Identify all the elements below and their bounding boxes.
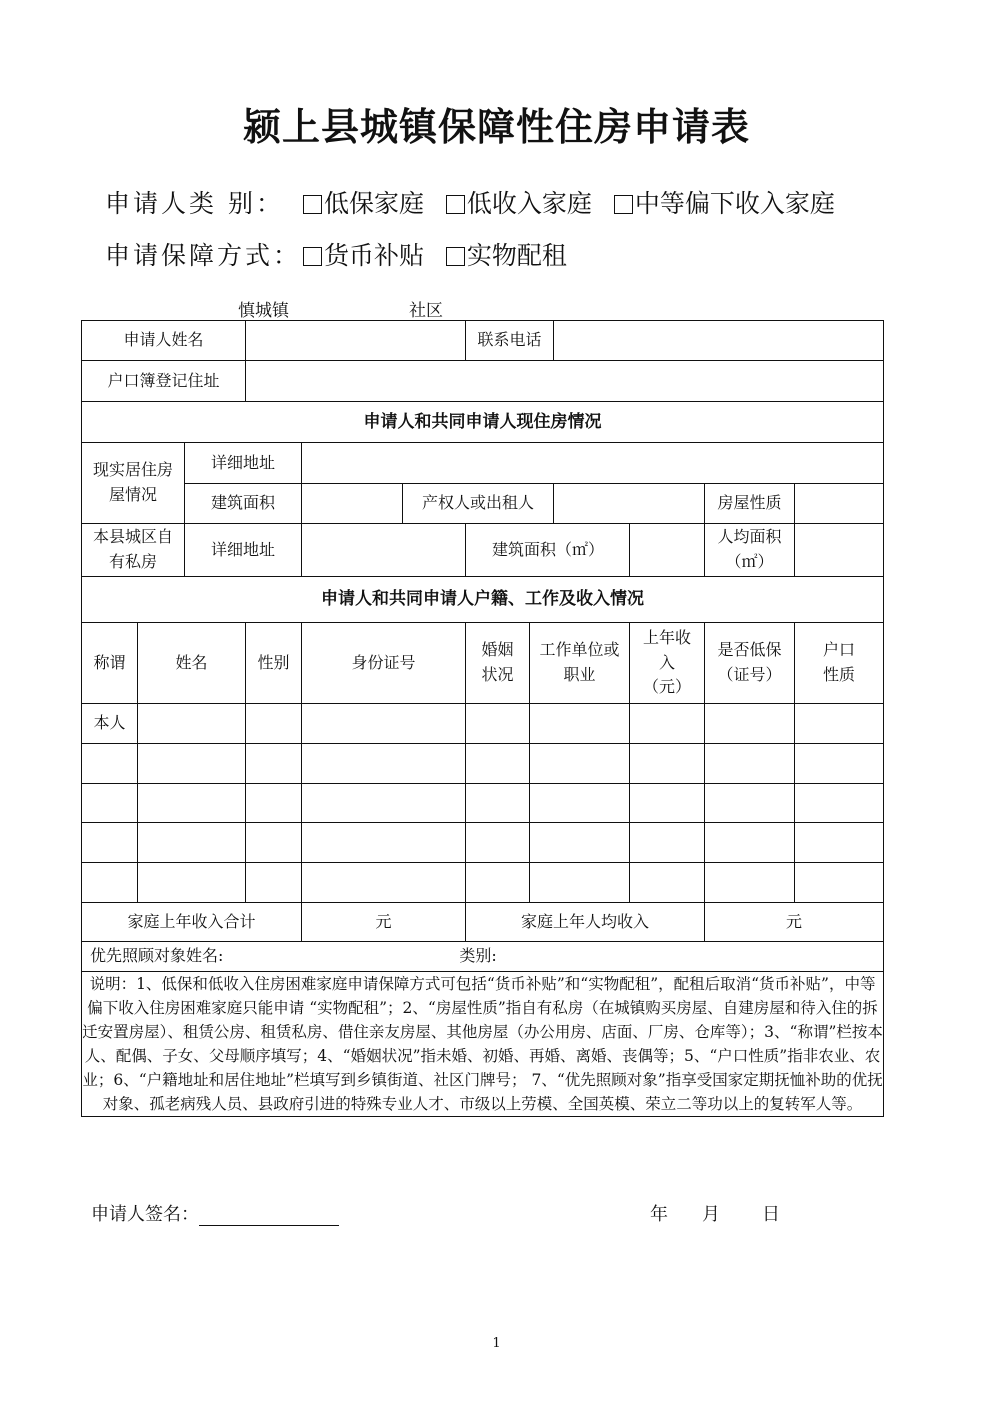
cell-input[interactable] [138,704,246,744]
family-income-per-capita-field[interactable] [705,903,884,942]
date-line [650,1200,780,1226]
yuan-unit: 元 [375,911,392,931]
family-income-total-label: 家庭上年收入合计 [82,903,302,942]
col-gender: 性别 [246,623,302,704]
hukou-address-label: 户口簿登记住址 [82,361,246,402]
checkbox-icon[interactable] [446,247,465,266]
cell-input[interactable] [705,823,795,863]
col-income: 上年收入（元） [630,623,705,704]
cell-input[interactable] [302,784,466,823]
option-low-income[interactable]: 低收入家庭 [446,184,592,220]
cell-input[interactable] [302,744,466,784]
table-row [82,903,884,942]
cell-input[interactable] [630,863,705,903]
cell-input[interactable] [246,784,302,823]
current-housing-label: 现实居住房屋情况 [82,443,185,524]
detail-address-field[interactable] [302,443,884,484]
house-nature-field[interactable] [795,484,884,524]
col-dibao: 是否低保（证号） [705,623,795,704]
col-hukou: 户口性质 [795,623,884,704]
cell-input[interactable] [246,823,302,863]
cell-input[interactable] [138,863,246,903]
cell-input[interactable] [82,744,138,784]
family-income-per-capita-label: 家庭上年人均收入 [466,903,705,942]
private-area-label: 建筑面积（㎡） [466,524,630,577]
notes-text: 说明：1、低保和低收入住房困难家庭申请保障方式可包括“货币补贴”和“实物配租”，配租后取消“货币补贴”，中等偏下收入住房困难家庭只能申请 “实物配租”；2、“房屋性质”指自有私房（在城镇购买房屋、自建房屋和待入住的拆迁安置房屋）、租赁公房、租赁私房、借住亲友房屋、其他房屋（办公用房、店面、厂房、仓库等）；3、“称谓”栏按本人、配偶、子女、父母顺序填写；4、“婚姻状况”指未婚、初婚、再婚、离婚、丧偶等；5、“户口性质”指非农业、农业；6、“户籍地址和居住地址”栏填写到乡镇街道、社区门牌号； 7、“优先照顾对象”指享受国家定期抚恤补助的优抚对象、孤老病残人员、县政府引进的特殊专业人才、市级以上劳模、全国英模、荣立二等功以上的复转军人等。 [82,972,884,1117]
cell-input[interactable] [630,784,705,823]
table-row [82,361,884,402]
cell-input[interactable] [246,704,302,744]
table-row [82,704,884,744]
signature-label: 申请人签名： [91,1204,199,1225]
town-label: 慎城镇 [238,301,289,321]
section-housing-heading: 申请人和共同申请人现住房情况 [82,402,884,443]
table-row [82,524,884,577]
priority-row[interactable] [82,942,884,972]
cell-input[interactable] [530,863,630,903]
building-area-label: 建筑面积 [185,484,302,524]
cell-input[interactable] [795,823,884,863]
cell-input[interactable] [466,784,530,823]
application-table [81,320,884,1117]
building-area-field[interactable] [302,484,403,524]
support-method-row [105,236,581,272]
per-capita-area-label: 人均面积（㎡） [705,524,795,577]
cell-input[interactable] [795,704,884,744]
option-physical-rent[interactable]: 实物配租 [446,236,567,272]
phone-label: 联系电话 [466,321,554,361]
applicant-name-field[interactable] [246,321,466,361]
date-day: 日 [762,1204,780,1225]
applicant-category-label: 申请人类 别： [105,189,284,218]
cell-input[interactable] [705,704,795,744]
table-row [82,484,884,524]
table-row [82,863,884,903]
house-nature-label: 房屋性质 [705,484,795,524]
cell-input[interactable] [795,863,884,903]
col-marital: 婚姻状况 [466,623,530,704]
priority-name-label: 优先照顾对象姓名: [90,946,224,966]
table-row [82,784,884,823]
table-row [82,577,884,623]
date-year: 年 [650,1204,668,1225]
table-row [82,443,884,484]
signature-blank[interactable] [199,1205,339,1226]
col-id: 身份证号 [302,623,466,704]
own-private-house-label: 本县城区自有私房 [82,524,185,577]
checkbox-icon[interactable] [446,195,465,214]
community-label: 社区 [409,301,443,321]
page-number: 1 [492,1336,501,1351]
yuan-unit: 元 [786,911,803,931]
cell-input[interactable] [466,823,530,863]
priority-category-label: 类别: [459,946,497,966]
table-row [82,623,884,704]
cell-input[interactable] [138,744,246,784]
signature-line [91,1200,339,1226]
private-address-label: 详细地址 [185,524,302,577]
cell-input[interactable] [530,823,630,863]
section-income-heading: 申请人和共同申请人户籍、工作及收入情况 [82,577,884,623]
cell-input[interactable] [705,744,795,784]
cell-input[interactable] [795,784,884,823]
applicant-category-row [105,184,849,220]
table-row [82,402,884,443]
table-row [82,321,884,361]
cell-input[interactable] [705,784,795,823]
table-row [82,972,884,1117]
community-blank[interactable] [289,304,409,321]
table-row [82,744,884,784]
cell-input[interactable] [82,784,138,823]
col-relation: 称谓 [82,623,138,704]
col-work: 工作单位或职业 [530,623,630,704]
date-month: 月 [702,1204,720,1225]
support-method-label: 申请保障方式： [105,241,302,270]
cell-input[interactable] [630,744,705,784]
owner-landlord-field[interactable] [554,484,705,524]
owner-landlord-label: 产权人或出租人 [403,484,554,524]
cell-input[interactable] [530,744,630,784]
cell-input[interactable] [246,863,302,903]
col-name: 姓名 [138,623,246,704]
cell-input[interactable] [795,744,884,784]
per-capita-area-field[interactable] [795,524,884,577]
cell-input[interactable] [466,863,530,903]
cell-input[interactable] [246,744,302,784]
cell-input[interactable] [466,744,530,784]
cell-input[interactable] [630,704,705,744]
option-mid-low-income[interactable]: 中等偏下收入家庭 [614,184,835,220]
form-title: 颍上县城镇保障性住房申请表 [242,104,750,149]
private-address-field[interactable] [302,524,466,577]
cell-input[interactable] [705,863,795,903]
cell-input[interactable] [466,704,530,744]
cell-input[interactable] [302,863,466,903]
cell-input[interactable] [302,704,466,744]
option-dibao[interactable]: 低保家庭 [303,184,424,220]
cell-input[interactable] [530,784,630,823]
hukou-address-field[interactable] [246,361,884,402]
cell-input[interactable] [82,823,138,863]
cell-input[interactable] [302,823,466,863]
family-income-total-field[interactable] [302,903,466,942]
phone-field[interactable] [554,321,884,361]
checkbox-icon[interactable] [303,195,322,214]
table-row [82,823,884,863]
cell-input[interactable] [530,704,630,744]
location-line [100,296,443,321]
detail-address-label: 详细地址 [185,443,302,484]
cell-input[interactable] [82,863,138,903]
cell-input[interactable] [138,784,246,823]
cell-input[interactable] [630,823,705,863]
option-cash-subsidy[interactable]: 货币补贴 [303,236,424,272]
checkbox-icon[interactable] [303,247,322,266]
town-blank[interactable] [100,304,238,321]
row-self-label: 本人 [82,704,138,744]
checkbox-icon[interactable] [614,195,633,214]
private-area-field[interactable] [630,524,705,577]
cell-input[interactable] [138,823,246,863]
applicant-name-label: 申请人姓名 [82,321,246,361]
table-row [82,942,884,972]
